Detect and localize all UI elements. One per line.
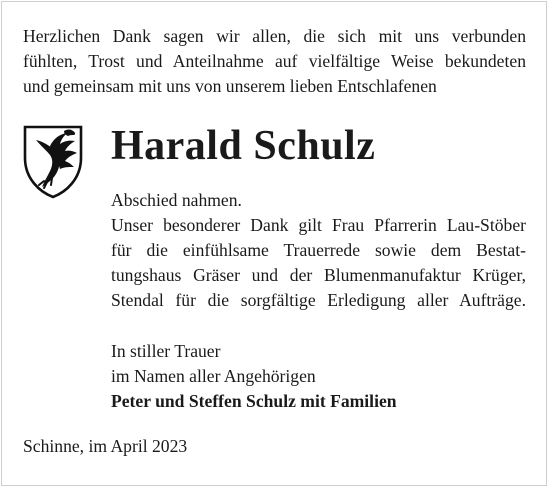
deceased-name: Harald Schulz — [111, 123, 376, 169]
message-line: Abschied nahmen. — [111, 190, 242, 210]
intro-text — [23, 24, 526, 99]
message-line: tungshaus Gräser und der Blumenmanufaktur Krüger, — [111, 265, 526, 285]
intro-line: und gemeinsam mit uns von unserem lieben Entschlafenen — [23, 76, 437, 96]
place-date: Schinne, im April 2023 — [23, 436, 188, 456]
closing-block — [111, 339, 397, 414]
intro-line: fühlten, Trost und Anteilnahme auf vielfältige Weise bekundeten — [23, 51, 526, 71]
intro-line: Herzlichen Dank sagen wir allen, die sich mit uns verbunden — [23, 26, 526, 46]
message-line: Unser besonderer Dank gilt Frau Pfarrerin Lau-Stöber — [111, 215, 526, 235]
message-line: für die einfühlsame Trauerrede sowie dem Bestat- — [111, 240, 526, 260]
message-text — [111, 188, 526, 313]
signature: Peter und Steffen Schulz mit Familien — [111, 391, 397, 411]
closing-line: im Namen aller Angehörigen — [111, 366, 316, 386]
message-line: Stendal für die sorgfältige Erledigung aller Aufträge. — [111, 290, 526, 310]
closing-line: In stiller Trauer — [111, 341, 221, 361]
eagle-coat-of-arms-icon — [22, 124, 84, 200]
